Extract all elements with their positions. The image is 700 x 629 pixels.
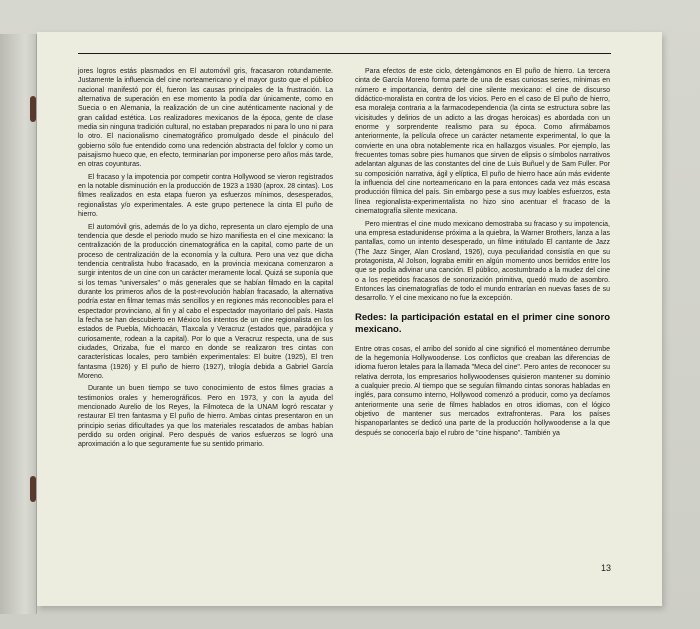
section-heading: Redes: la participación estatal en el primer cine sonoro mexicano. bbox=[355, 311, 610, 335]
right-paragraph-1: Para efectos de este ciclo, detengámonos en El puño de hierro. La tercera cinta de García Moreno forma parte de una de esas curiosas series, mínimas en número e importancia, dentro del cine silente mexicano: el cine de discurso didáctico-moralista en contra de los vicios. Pero en el caso de El puño de hierro, esa moraleja contraria a la farmacodependencia (la cinta se estructura sobre las vicisitudes y delirios de un adicto a las drogas heroicas) es abordada con un enorme y sorprendente realismo para su época. Como afirmábamos anteriormente, la película ofrece un carácter netamente experimental, lo que la convierte en una obra notablemente rica en hallazgos visuales. Por ejemplo, las frecuentes tomas sobre pies humanos que sirven de elipsis o símbolos narrativos adelantan algunas de las constantes del cine de Luis Buñuel y de Sam Fuller. Por su composición narrativa, ágil y elíptica, El puño de hierro hace aún más evidente la influencia del cine norteamericano en la para entonces cada vez más escasa producción fílmica del país. Sin embargo pese a sus muy loables esfuerzos, esta línea regionalista-experimentalista no hizo sino acentuar el fracaso de la cinematografía silente mexicana. bbox=[355, 68, 610, 216]
page-number: 13 bbox=[600, 563, 611, 573]
staple-top bbox=[30, 96, 36, 122]
right-paragraph-2: Pero mientras el cine mudo mexicano demostraba su fracaso y su impotencia, una empresa estadunidense próxima a la quiebra, la Warner Brothers, lanza a las pantallas, como un intento desesperado, un filme intitulado El cantante de Jazz (The Jazz Singer, Alan Crosland, 1926), cuya peculiaridad consistía en que su protagonista, Al Jolson, lograba emitir en algún momento unos berridos entre los que se podía adivinar una canción. El público, acostumbrado a la mudez del cine o a los repetidos fracasos de sonorización primitiva, quedó mudo de asombro. Entonces las cinematografías de todo el mundo entrarían en nuevas fases de su desarrollo. Y el cine mexicano no fue la excepción. bbox=[355, 220, 610, 303]
right-paragraph-3: Entre otras cosas, el arribo del sonido al cine significó el momentáneo derrumbe de la hegemonía Hollywoodense. Los conflictos que creaban las diferencias de idioma fueron letales para la llamada "Meca del cine". Pero antes de reconocer su relativa derrota, los empresarios hollywoodenses quisieron mantener su dominio a cualquier precio. Al tiempo que se seguían filmando cintas sonoras habladas en inglés, para consumo interno, Hollywood comenzó a producir, como ya decíamos anteriormente una serie de filmes hablados en otros idiomas, con el lógico objetivo de mantener sus mercados extrafronteras. Para los países hispanoparlantes se dedicó una parte de la producción hollywoodense a la que después se conocería bajo el rubro de "cine hispano". También ya bbox=[355, 345, 610, 437]
left-column bbox=[78, 67, 333, 453]
staple-bottom bbox=[30, 476, 36, 502]
right-column bbox=[355, 67, 610, 441]
left-paragraph-4: Durante un buen tiempo se tuvo conocimiento de estos filmes gracias a testimonios orales y hemerográficos. Pero en 1973, y con la ayuda del mencionado Aurelio de los Reyes, la Filmoteca de la UNAM logró rescatar y restaurar El tren fantasma y El puño de hierro. Ambas cintas presentaron en un principio serias dificultades ya que los materiales rescatados de ambas habían perdido su orden original. Pero después de varios esfuerzos se logró una aproximación a lo que seguramente fue su sentido primario. bbox=[78, 385, 333, 449]
left-paragraph-1: jores logros estás plasmados en El automóvil gris, fracasaron rotundamente. Justamente la influencia del cine norteamericano y el mayor gusto que el público nacional manifestó por él, fueron las causas principales de la frustración. La alternativa de superación en ese momento la podía dar únicamente, como en Suecia o en Alemania, la realización de un cine auténticamente nacional y de gran calidad estética. Los realizadores mexicanos de la época, gente de clase media sin ninguna tradición cultural, no estaban preparados ni para lo uno ni para lo otro. El nacionalismo cinematográfico promulgado desde el pináculo del gobierno sólo fue entendido como una redención abstracta del folclor y como un paisajismo hueco que, en efecto, terminarían por imponerse pero años más tarde, en otras coyunturas. bbox=[78, 68, 333, 169]
left-paragraph-3: El automóvil gris, además de lo ya dicho, representa un claro ejemplo de una tendencia que desde el periodo mudo se hizo manifiesta en el cine mexicano: la centralización de la producción cinematográfica en la capital, como parte de un proceso de centralización de la economía y la cultura. Pero una vez que dicha tendencia centralista hubo fracasado, en la provincia mexicana comenzaron a surgir intentos de un cine con un carácter meramente local. Quizá se suponía que si los temas "universales" o más generales que se habían filmado en la capital durante los primeros años de la post-revolución habían fracasado, la alternativa podría estar en filmar temas más sencillos y en regiones más reconocibles para el espectador provinciano, al fin y al cabo el espectador mayoritario del país. Hasta la fecha se han descubierto en México los intentos de un cine regionalista en los estados de Puebla, Michoacán, Tlaxcala y Veracruz (estados que, paradójica y curiosamente, rodean a la capital). Por lo que a Veracruz respecta, una de sus ciudades, Orizaba, fue el marco en donde se realizaron tres cintas con características locales, pero también experimentales: El buitre (1925), El tren fantasma (1926) y El puño de hierro (1927), trilogía debida a Gabriel García Moreno. bbox=[78, 223, 333, 380]
header-rule bbox=[78, 53, 611, 54]
left-paragraph-2: El fracaso y la impotencia por competir contra Hollywood se vieron registrados en la notable disminución en la producción de 1923 a 1930 (aprox. 28 cintas). Los filmes realizados en esta etapa fueron ya esfuerzos mínimos, desesperados, regionalistas y/o experimentales. A este grupo pertenece la cinta El puño de hierro. bbox=[78, 173, 333, 219]
